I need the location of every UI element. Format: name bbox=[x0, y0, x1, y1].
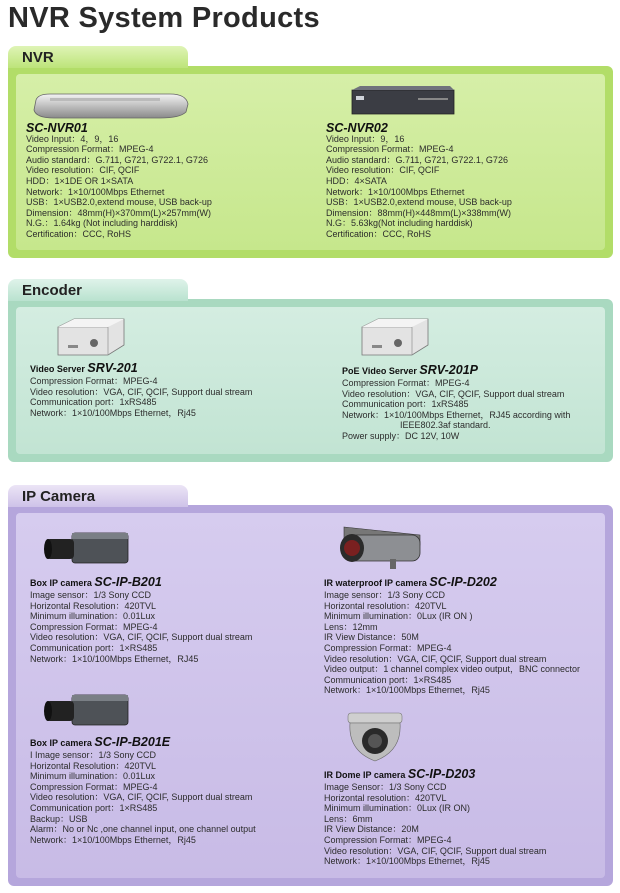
spec-line: Minimum illumination：0.01Lux bbox=[30, 771, 156, 782]
spec-line: Audio standard：G.711, G721, G722.1, G726 bbox=[326, 154, 508, 165]
spec-line: Audio standard：G.711, G721, G722.1, G726 bbox=[26, 154, 208, 165]
model-name: SC-IP-B201 bbox=[94, 575, 162, 589]
ir-dome-camera-image bbox=[342, 711, 408, 767]
spec-line: Image Sensor：1/3 Sony CCD bbox=[324, 782, 447, 792]
spec-line: Video resolution：VGA, CIF, QCIF, Support dual stream bbox=[342, 388, 565, 399]
product-type: IR Dome IP camera bbox=[324, 770, 406, 780]
poe-video-server-image bbox=[358, 317, 432, 361]
spec-line: HDD：4×SATA bbox=[326, 175, 387, 186]
video-server-card bbox=[30, 361, 252, 418]
spec-line: Video resolution：CIF, QCIF bbox=[326, 165, 440, 176]
spec-line: Horizontal resolution：420TVL bbox=[324, 792, 447, 803]
nvr-heading: NVR bbox=[8, 46, 188, 68]
spec-line: Network：1×10/100Mbps Ethernet，RJ45 bbox=[30, 653, 199, 664]
spec-line: Lens：12mm bbox=[324, 621, 378, 632]
spec-line: Power supply：DC 12V, 10W bbox=[342, 430, 460, 441]
spec-line: Dimension：88mm(H)×448mm(L)×338mm(W) bbox=[326, 207, 512, 218]
spec-line: N.G：5.63kg(Not including harddisk) bbox=[326, 218, 473, 229]
spec-line: Minimum illumination：0Lux (IR ON ) bbox=[324, 611, 473, 622]
spec-line: IR View Distance：50M bbox=[324, 632, 419, 643]
box-ip-camera-e-card bbox=[30, 735, 256, 845]
product-type: Box IP camera bbox=[30, 738, 92, 748]
spec-line: Compression Format：MPEG-4 bbox=[324, 642, 452, 653]
model-name: SC-NVR02 bbox=[326, 121, 388, 135]
spec-line: Dimension：48mm(H)×370mm(L)×257mm(W) bbox=[26, 207, 212, 218]
ir-waterproof-camera-image bbox=[334, 521, 426, 573]
page-title: NVR System Products bbox=[8, 2, 320, 34]
spec-line: IEEE802.3af standard. bbox=[400, 420, 491, 431]
model-name: SC-IP-B201E bbox=[94, 735, 171, 749]
spec-line: Network：1×10/100Mbps Ethernet，Rj45 bbox=[30, 407, 196, 418]
spec-line: Video Input：4，9，16 bbox=[26, 133, 119, 144]
encoder-heading: Encoder bbox=[8, 279, 188, 301]
spec-line: Communication port：1×RS485 bbox=[30, 642, 158, 653]
ip-camera-heading: IP Camera bbox=[8, 485, 188, 507]
spec-line: Lens：6mm bbox=[324, 813, 373, 824]
spec-line: Minimum illumination：0.01Lux bbox=[30, 611, 156, 622]
nvr02-card bbox=[326, 123, 512, 240]
spec-line: Backup：USB bbox=[30, 813, 88, 824]
spec-line: N.G.：1.64kg (Not including harddisk) bbox=[26, 218, 178, 229]
box-ip-camera-card bbox=[30, 575, 252, 664]
spec-line: Certification：CCC, RoHS bbox=[326, 228, 432, 239]
ir-waterproof-camera-card bbox=[324, 575, 580, 696]
model-name: SRV-201P bbox=[419, 363, 478, 377]
spec-line: Video Input：9，16 bbox=[326, 133, 405, 144]
spec-line: IR View Distance：20M bbox=[324, 824, 419, 835]
box-camera-image bbox=[42, 527, 132, 573]
model-name: SC-IP-D203 bbox=[407, 767, 476, 781]
spec-line: I Image sensor：1/3 Sony CCD bbox=[30, 750, 157, 760]
spec-line: Video output：1 channel complex video output，BNC connector bbox=[324, 664, 580, 675]
spec-line: Network：1×10/100Mbps Ethernet，Rj45 bbox=[324, 685, 490, 696]
spec-line: USB：1×USB2.0,extend mouse, USB back-up bbox=[326, 197, 512, 208]
spec-line: Video resolution：VGA, CIF, QCIF, Support dual stream bbox=[324, 653, 547, 664]
product-type: IR waterproof IP camera bbox=[324, 578, 427, 588]
nvr-section bbox=[8, 46, 613, 258]
box-camera-image bbox=[42, 689, 132, 735]
model-name: SRV-201 bbox=[87, 361, 138, 375]
nvr01-image bbox=[30, 90, 190, 122]
ip-camera-section bbox=[8, 485, 613, 886]
spec-line: Communication port：1xRS485 bbox=[30, 397, 157, 408]
spec-line: Video resolution：VGA, CIF, QCIF, Support dual stream bbox=[324, 845, 547, 856]
spec-line: Alarm：No or Nc ,one channel input, one channel output bbox=[30, 824, 256, 835]
spec-line: Compression Format：MPEG-4 bbox=[30, 376, 158, 386]
nvr02-image bbox=[348, 84, 458, 122]
spec-line: Video resolution：VGA, CIF, QCIF, Support dual stream bbox=[30, 792, 253, 803]
poe-video-server-card bbox=[342, 363, 570, 442]
spec-line: Network：1×10/100Mbps Ethernet，Rj45 bbox=[30, 834, 196, 845]
video-server-image bbox=[54, 317, 128, 359]
spec-line: Horizontal resolution：420TVL bbox=[324, 600, 447, 611]
spec-line: Certification：CCC, RoHS bbox=[26, 228, 132, 239]
spec-line: Horizontal Resolution：420TVL bbox=[30, 600, 157, 611]
product-type: Video Server bbox=[30, 364, 85, 374]
spec-line: Compression Format：MPEG-4 bbox=[326, 144, 454, 155]
spec-line: Compression Format：MPEG-4 bbox=[26, 144, 154, 155]
spec-line: Network：1×10/100Mbps Ethernet bbox=[326, 186, 465, 197]
product-type: PoE Video Server bbox=[342, 366, 417, 376]
spec-line: Compression Format：MPEG-4 bbox=[324, 834, 452, 845]
product-type: Box IP camera bbox=[30, 578, 92, 588]
spec-line: Image sensor：1/3 Sony CCD bbox=[324, 590, 446, 600]
spec-line: Communication port：1×RS485 bbox=[324, 674, 452, 685]
spec-line: Video resolution：CIF, QCIF bbox=[26, 165, 140, 176]
spec-line: Communication port：1×RS485 bbox=[30, 802, 158, 813]
spec-line: Compression Format：MPEG-4 bbox=[30, 621, 158, 632]
spec-line: Minimum illumination：0Lux (IR ON) bbox=[324, 803, 471, 814]
ir-dome-camera-card bbox=[324, 767, 546, 867]
spec-line: Compression Format：MPEG-4 bbox=[30, 781, 158, 792]
spec-line: Image sensor：1/3 Sony CCD bbox=[30, 590, 152, 600]
spec-line: Compression Format：MPEG-4 bbox=[342, 378, 470, 388]
model-name: SC-IP-D202 bbox=[429, 575, 497, 589]
spec-line: Video resolution：VGA, CIF, QCIF, Support dual stream bbox=[30, 386, 253, 397]
spec-line: Network：1×10/100Mbps Ethernet，RJ45 according with bbox=[342, 409, 571, 420]
nvr01-card bbox=[26, 123, 212, 240]
spec-line: Horizontal Resolution：420TVL bbox=[30, 760, 157, 771]
encoder-section bbox=[8, 279, 613, 462]
spec-line: Video resolution：VGA, CIF, QCIF, Support dual stream bbox=[30, 632, 253, 643]
spec-line: Network：1×10/100Mbps Ethernet，Rj45 bbox=[324, 856, 490, 867]
spec-line: USB：1×USB2.0,extend mouse, USB back-up bbox=[26, 197, 212, 208]
spec-line: Communication port：1xRS485 bbox=[342, 399, 469, 410]
spec-line: HDD：1×1DE OR 1×SATA bbox=[26, 175, 134, 186]
model-name: SC-NVR01 bbox=[26, 121, 88, 135]
spec-line: Network：1×10/100Mbps Ethernet bbox=[26, 186, 165, 197]
